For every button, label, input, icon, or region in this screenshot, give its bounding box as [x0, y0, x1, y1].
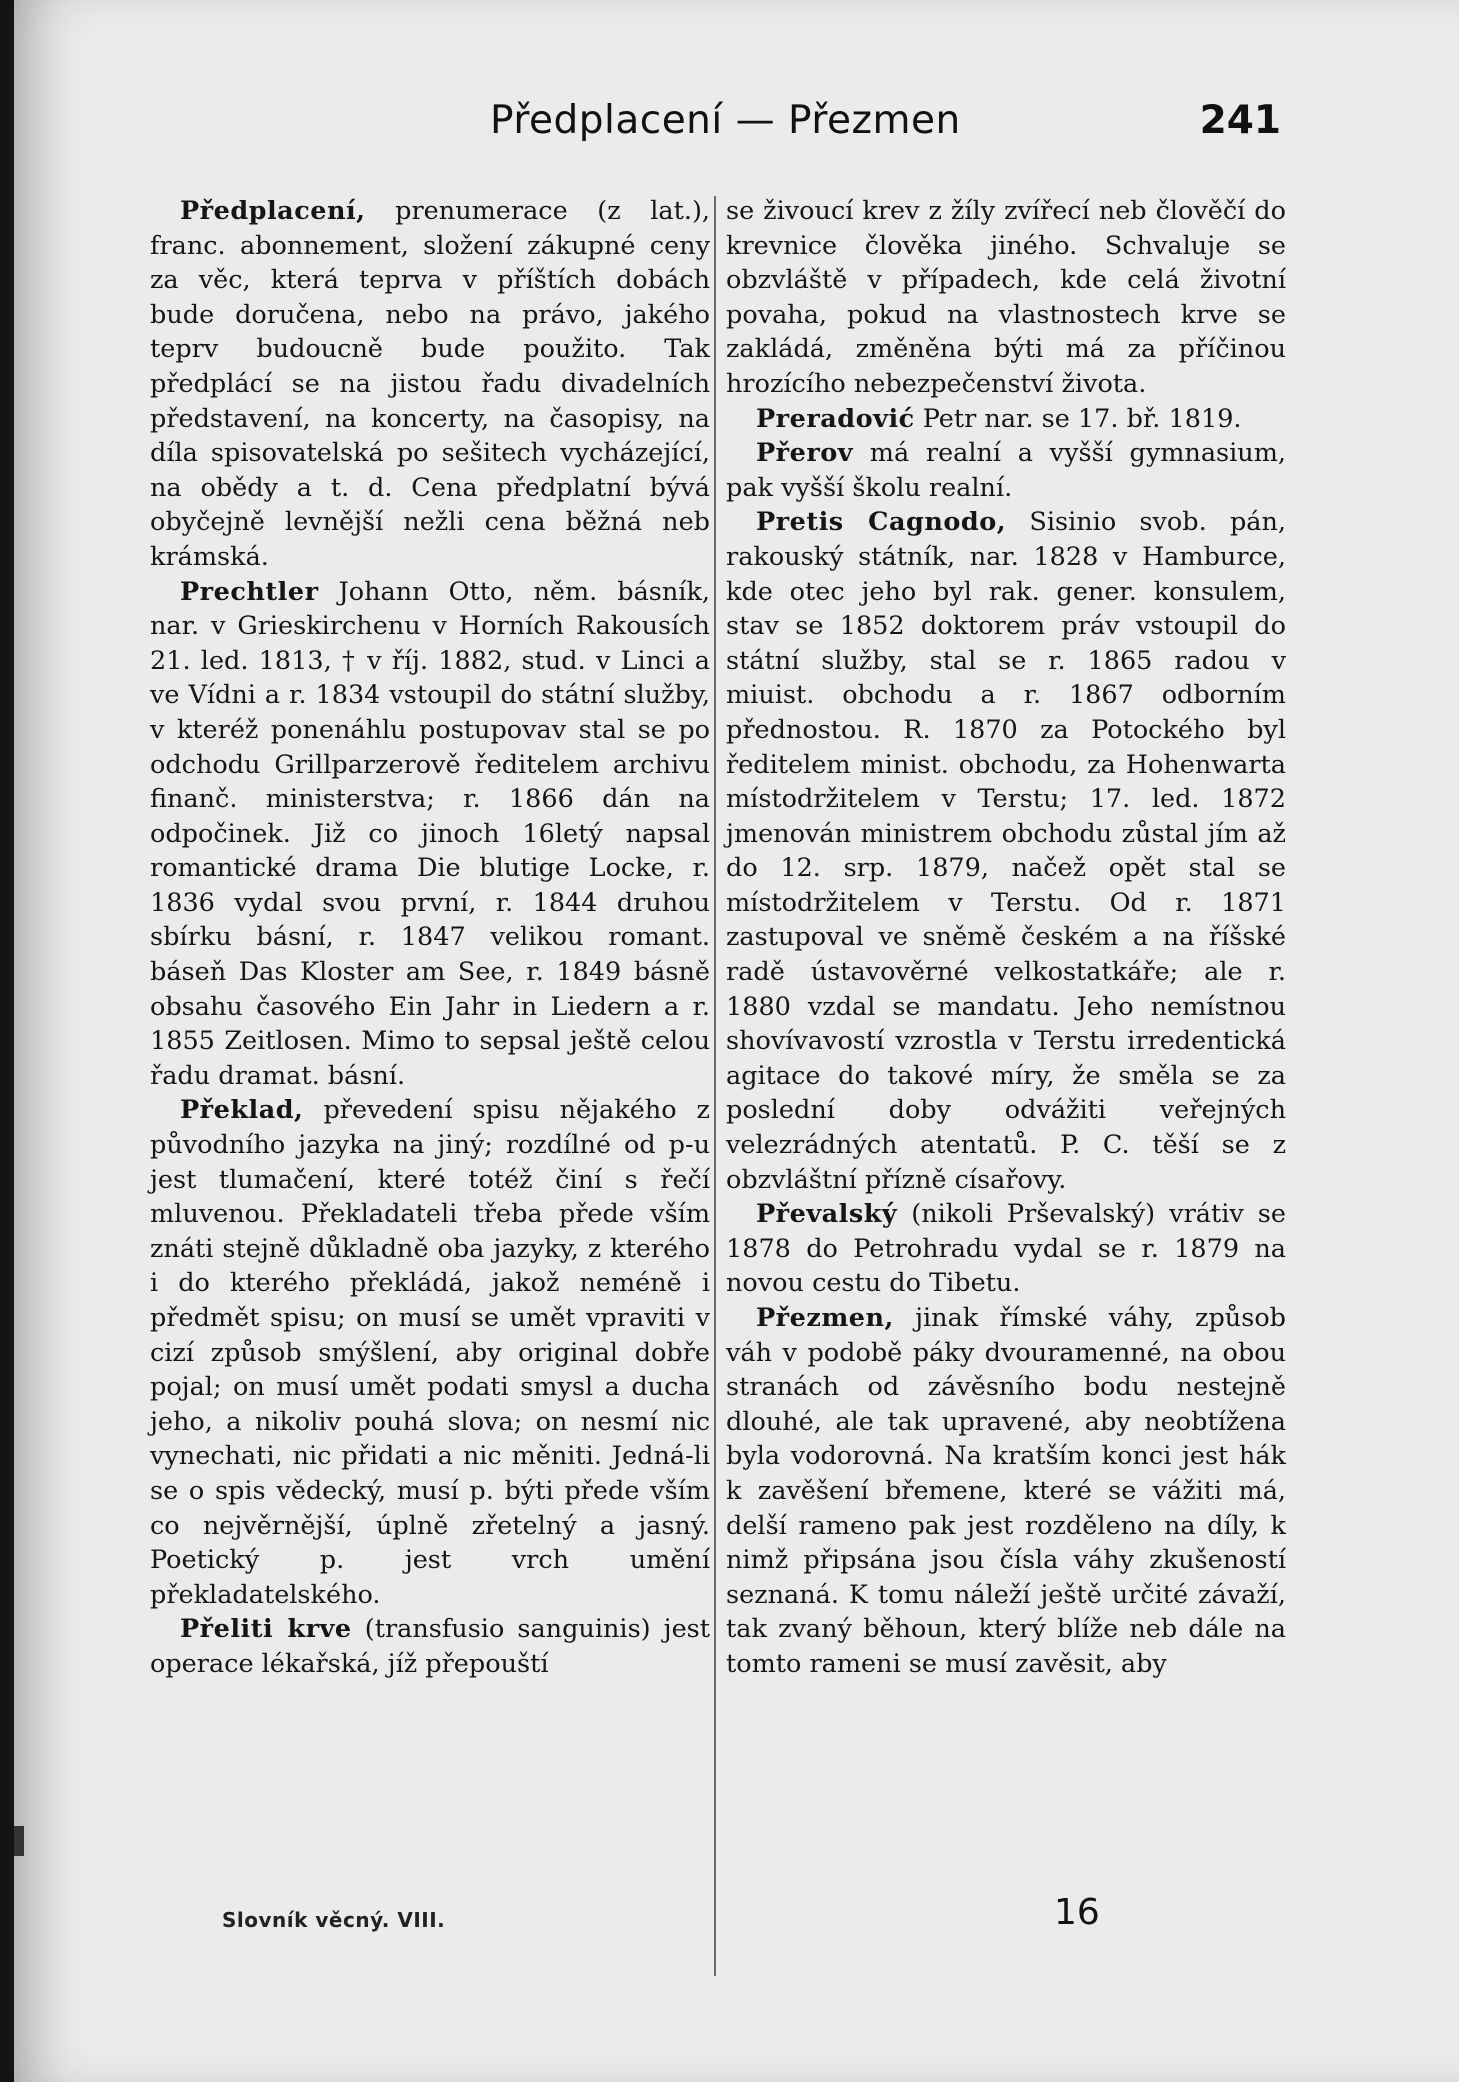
entry-body: (nikoli Prševalský) vrátiv se 1878 do Petrohradu vydal se r. 1879 na novou cestu do Tibetu.: [726, 1199, 1286, 1299]
entry-body: převedení spisu nějakého z původního jazyka na jiný; rozdílné od p-u jest tlumačení, které totéž činí s řečí mluvenou. Překladateli třeba přede vším znáti stejně důkladně oba jazyky, z kterého i do kterého překládá, jakož neméně i předmět spisu; on musí se umět vpraviti v cizí způsob smýšlení, aby original dobře pojal; on musí umět podati smysl a ducha jeho, a nikoliv pouhá slova; on nesmí nic vynechati, nic přidati a nic měniti. Jedná-li se o spis vědecký, musí p. býti přede vším co nejvěrnější, úplně zřetelný a jasný. Poetický p. jest vrch umění překladatelského.: [150, 1095, 710, 1610]
entry-headword: Přerov: [756, 438, 854, 469]
book-page: [14, 0, 1459, 2082]
entry-headword: Prechtler: [180, 576, 319, 607]
entry-prevalsky: [726, 1197, 1286, 1301]
entry-body: Sisinio svob. pán, rakouský státník, nar. 1828 v Hamburce, kde otec jeho byl rak. gener. konsulem, stav se 1852 doktorem práv vstoupil do státní služby, stal se r. 1865 radou v miuist. obchodu a r. 1867 odborním přednostou. R. 1870 za Potockého byl ředitelem minist. obchodu, za Hohenwarta místodržitelem v Terstu; 17. led. 1872 jmenován ministrem obchodu zůstal jím až do 12. srp. 1879, načež opět stal se místodržitelem v Terstu. Od r. 1871 zastupoval ve sněmě českém a na říšské radě ústavověrné velkostatkáře; ale r. 1880 vzdal se mandatu. Jeho nemístnou shovívavostí vzrostla v Terstu irredentická agitace do takové míry, že směla se za poslední doby odvážiti veřejných velezrádných atentatů. P. C. těší se z obzvláštní přízně císařovy.: [726, 507, 1287, 1195]
entry-body: jinak římské váhy, způsob váh v podobě páky dvouramenné, na obou stranách od závěsního bodu nestejně dlouhé, ale tak upravené, aby neobtížena byla vodorovná. Na kratším konci jest hák k zavěšení břemene, které se vážiti má, delší rameno pak jest rozděleno na díly, k nimž připsána jsou čísla váhy zkušeností seznaná. K tomu náleží ještě určité závaží, tak zvaný běhoun, který blíže neb dále na tomto rameni se musí zavěsit, aby: [726, 1303, 1286, 1679]
entry-headword: Přezmen,: [756, 1303, 894, 1333]
entry-preliti-krve: [150, 1612, 710, 1681]
entry-headword: Převalský: [756, 1199, 898, 1230]
entry-headword: Preradović: [756, 403, 915, 434]
entry-preradovic: [726, 402, 1286, 437]
entry-body: se živoucí krev z žíly zvířecí neb člověčí do krevnice člověka jiného. Schvaluje se obzvláště v případech, kde celá životní povaha, pokud na vlastnostech krve se zakládá, změněna býti má za příčinou hrozícího nebezpečenství života.: [726, 196, 1286, 399]
entry-headword: Pretis Cagnodo,: [756, 507, 1007, 538]
entry-body: má realní a vyšší gymnasium, pak vyšší školu realní.: [726, 438, 1286, 503]
edge-mark: [14, 1826, 24, 1856]
left-column: [150, 194, 710, 1682]
entry-body: Petr nar. se 17. bř. 1819.: [922, 403, 1242, 434]
entry-continuation: [726, 194, 1286, 402]
entry-predplaceni: [150, 194, 710, 575]
footer-sheet-number: 16: [1054, 1892, 1100, 1933]
running-head: Předplacení — Přezmen: [490, 98, 961, 143]
entry-preklad: [150, 1093, 710, 1612]
footer-signature: Slovník věcný. VIII.: [222, 1908, 446, 1932]
page-number: 241: [1199, 98, 1281, 143]
column-rule: [714, 196, 716, 1976]
entry-body: (transfusio sanguinis) jest operace lékařská, jíž přepouští: [150, 1614, 711, 1679]
page-header: [14, 98, 1459, 158]
entry-headword: Předplacení,: [180, 196, 366, 226]
entry-headword: Přeliti krve: [180, 1614, 352, 1645]
entry-prerov: [726, 436, 1286, 505]
entry-prechtler: [150, 575, 710, 1094]
entry-prezmen: [726, 1301, 1286, 1682]
right-column: [726, 194, 1286, 1682]
entry-body: Johann Otto, něm. básník, nar. v Grieskirchenu v Horních Rakousích 21. led. 1813, † v říj. 1882, stud. v Linci a ve Vídni a r. 1834 vstoupil do státní služby, v kteréž ponenáhlu postupovav stal se po odchodu Grillparzerově ředitelem archivu finanč. ministerstva; r. 1866 dán na odpočinek. Již co jinoch 16letý napsal romantické drama Die blutige Locke, r. 1836 vydal svou první, r. 1844 druhou sbírku básní, r. 1847 velikou romant. báseň Das Kloster am See, r. 1849 básně obsahu časového Ein Jahr in Liedern a r. 1855 Zeitlosen. Mimo to sepsal ještě celou řadu dramat. básní.: [150, 576, 711, 1091]
entry-body: prenumerace (z lat.), franc. abonnement, složení zákupné ceny za věc, která teprva v příštích dobách bude doručena, nebo na právo, jakého teprv budoucně bude použito. Tak předplácí se na jistou řadu divadelních představení, na koncerty, na časopisy, na díla spisovatelská po sešitech vycházející, na obědy a t. d. Cena předplatní bývá obyčejně levnější nežli cena běžná neb krámská.: [150, 196, 710, 572]
entry-pretis-cagnodo: [726, 505, 1286, 1197]
entry-headword: Překlad,: [180, 1095, 304, 1126]
